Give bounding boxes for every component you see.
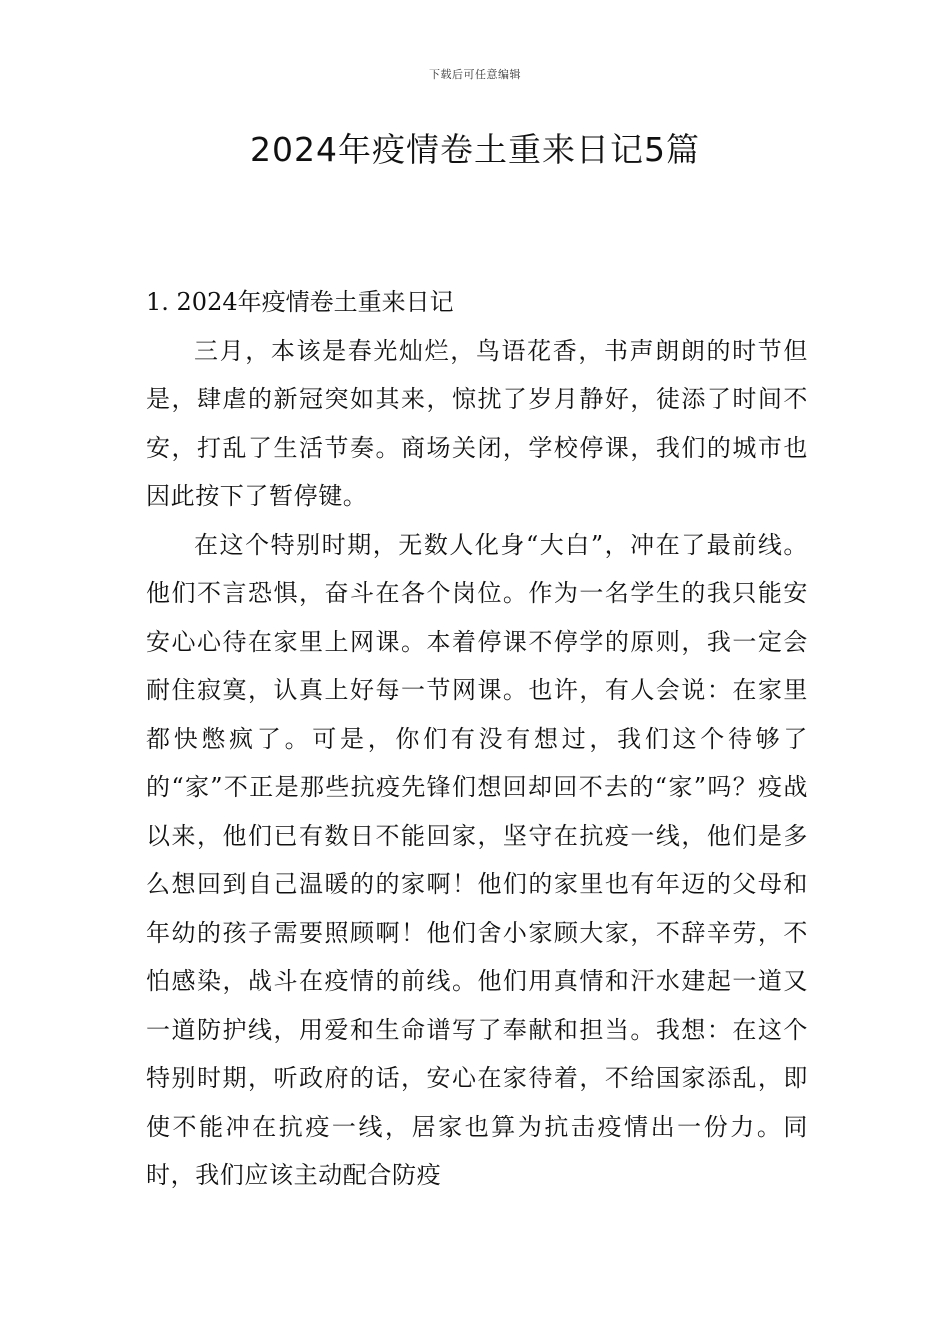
paragraph-2: 在这个特别时期，无数人化身“大白”，冲在了最前线。他们不言恐惧，奋斗在各个岗位。作为一名学生的我只能安安心心待在家里上网课。本着停课不停学的原则，我一定会耐住寂寞，认真上好每一节网课。也许，有人会说：在家里都快憋疯了。可是，你们有没有想过，我们这个待够了的“家”不正是那些抗疫先锋们想回却回不去的“家”吗？疫战以来，他们已有数日不能回家，坚守在抗疫一线，他们是多么想回到自己温暖的的家啊！他们的家里也有年迈的父母和年幼的孩子需要照顾啊！他们舍小家顾大家，不辞辛劳，不怕感染，战斗在疫情的前线。他们用真情和汗水建起一道又一道防护线，用爱和生命谱写了奉献和担当。我想：在这个特别时期，听政府的话，安心在家待着，不给国家添乱，即使不能冲在抗疫一线，居家也算为抗击疫情出一份力。同时，我们应该主动配合防疫 (146, 530, 808, 1189)
document-title: 2024年疫情卷土重来日记5篇 (250, 130, 700, 169)
section-heading: 1. 2024年疫情卷土重来日记 (146, 288, 454, 316)
page-header-note: 下载后可任意编辑 (429, 68, 521, 81)
paragraph-1: 三月，本该是春光灿烂，鸟语花香，书声朗朗的时节但是，肆虐的新冠突如其来，惊扰了岁月静好，徒添了时间不安，打乱了生活节奏。商场关闭，学校停课，我们的城市也因此按下了暂停键。 (146, 336, 808, 510)
document-body (146, 278, 808, 1200)
